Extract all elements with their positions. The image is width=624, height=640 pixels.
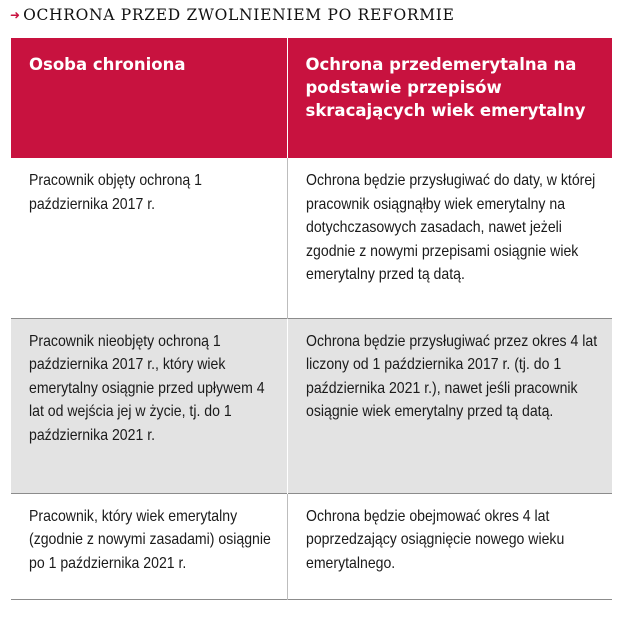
cell-text: Pracownik objęty ochroną 1 października 2017 r.	[29, 172, 202, 213]
cell-text: Ochrona będzie przysługiwać do daty, w której pracownik osiągnąłby wiek emerytalny na dotychczasowych zasadach, nawet jeżeli zgodnie z nowymi przepisami osiągnie wiek emerytalny przed tą datą.	[305, 172, 595, 283]
table-cell	[11, 493, 287, 599]
table-row	[11, 318, 612, 493]
table-header-row	[11, 38, 612, 158]
table-cell	[287, 158, 612, 318]
protection-table	[11, 38, 612, 600]
cell-text: Pracownik nieobjęty ochroną 1 października 2017 r., który wiek emerytalny osiągnie przed upływem 4 lat od wejścia jej w życie, tj. do 1 października 2021 r.	[29, 332, 265, 444]
cell-text: Ochrona będzie obejmować okres 4 lat poprzedzający osiągnięcie nowego wieku emerytalnego.	[305, 507, 564, 572]
column-header-protected-person: Osoba chroniona	[11, 38, 287, 158]
table-cell	[11, 158, 287, 318]
cell-text: Pracownik, który wiek emerytalny (zgodnie z nowymi zasadami) osiągnie po 1 października 2021 r.	[29, 507, 271, 572]
table-row	[11, 493, 612, 599]
table-row	[11, 158, 612, 318]
arrow-right-icon: ➜	[10, 8, 21, 22]
title-row	[10, 6, 455, 24]
page-title: OCHRONA PRZED ZWOLNIENIEM PO REFORMIE	[23, 6, 455, 24]
table-cell	[287, 318, 612, 493]
column-header-pre-retirement-protection: Ochrona przedemerytalna na podstawie przepisów skracających wiek emerytalny	[287, 38, 612, 158]
table-cell	[11, 318, 287, 493]
table-cell	[287, 493, 612, 599]
cell-text: Ochrona będzie przysługiwać przez okres 4 lat liczony od 1 października 2017 r. (tj. do 1 października 2021 r.), nawet jeśli pracownik osiągnie wiek emerytalny przed tą datą.	[305, 332, 597, 420]
